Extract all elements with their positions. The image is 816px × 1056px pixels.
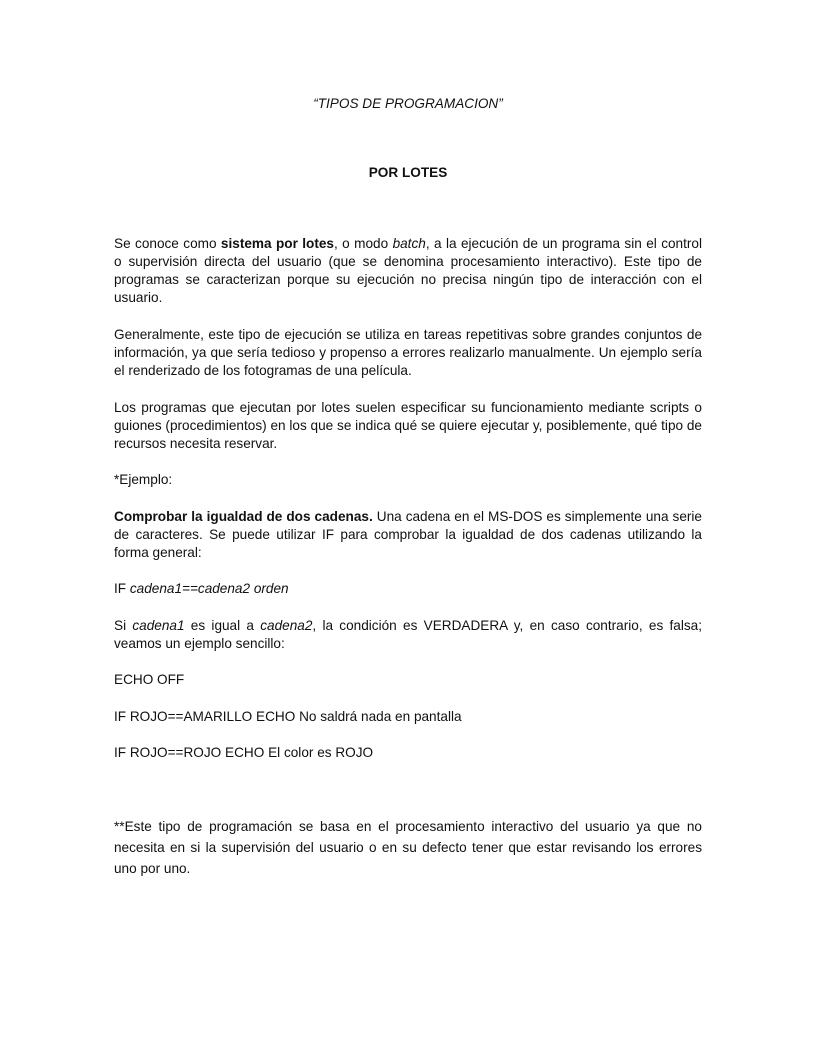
syntax-line xyxy=(114,580,702,598)
italic-term: batch xyxy=(392,236,426,251)
text-run: Se conoce como xyxy=(114,236,221,251)
section-heading: POR LOTES xyxy=(368,165,448,180)
text-run: IF xyxy=(114,581,130,596)
bold-heading: Comprobar la igualdad de dos cadenas. xyxy=(114,509,373,524)
code-line-2: IF ROJO==AMARILLO ECHO No saldrá nada en pantalla xyxy=(114,709,462,724)
text-run: es igual a xyxy=(184,618,261,633)
paragraph-scripts: Los programas que ejecutan por lotes suelen especificar su funcionamiento mediante scripts o guiones (procedimientos) en los que se indica qué se quiere ejecutar y, posiblemente, qué tipo de recursos necesita reservar. xyxy=(114,400,702,451)
text-run: , la condición es VERDADERA y, en caso contrario, es falsa; veamos un ejemplo sencillo: xyxy=(114,618,702,651)
bold-term: sistema por lotes xyxy=(220,236,334,251)
code-line-1: ECHO OFF xyxy=(114,672,185,687)
code-line-3: IF ROJO==ROJO ECHO El color es ROJO xyxy=(114,745,374,760)
italic-term: cadena2 xyxy=(260,618,313,633)
text-run: Si xyxy=(114,618,133,633)
paragraph-compare xyxy=(114,508,702,562)
paragraph-condition xyxy=(114,617,702,653)
document-title: “TIPOS DE PROGRAMACION” xyxy=(313,96,503,111)
paragraph-intro xyxy=(114,235,702,307)
text-run: , o modo xyxy=(334,236,393,251)
example-label: *Ejemplo: xyxy=(114,472,173,487)
italic-term: cadena1 xyxy=(132,618,185,633)
text-run: , a la ejecución de un programa sin el control o supervisión directa del usuario (que se denomina procesamiento interactivo). Este tipo de programas se caracterizan porque su ejecución no precisa ningún tipo de interacción con el usuario. xyxy=(114,236,702,305)
italic-syntax: cadena1==cadena2 orden xyxy=(129,581,289,596)
paragraph-note: **Este tipo de programación se basa en el procesamiento interactivo del usuario ya que no necesita en si la supervisión del usuario o en su defecto tener que estar revisando los errores uno por uno. xyxy=(114,819,702,876)
text-run: Una cadena en el MS-DOS es simplemente una serie de caracteres. Se puede utilizar IF para comprobar la igualdad de dos cadenas utilizando la forma general: xyxy=(114,509,702,560)
paragraph-usage: Generalmente, este tipo de ejecución se utiliza en tareas repetitivas sobre grandes conjuntos de información, ya que sería tedioso y propenso a errores realizarlo manualmente. Un ejemplo sería el renderizado de los fotogramas de una película. xyxy=(114,327,702,378)
